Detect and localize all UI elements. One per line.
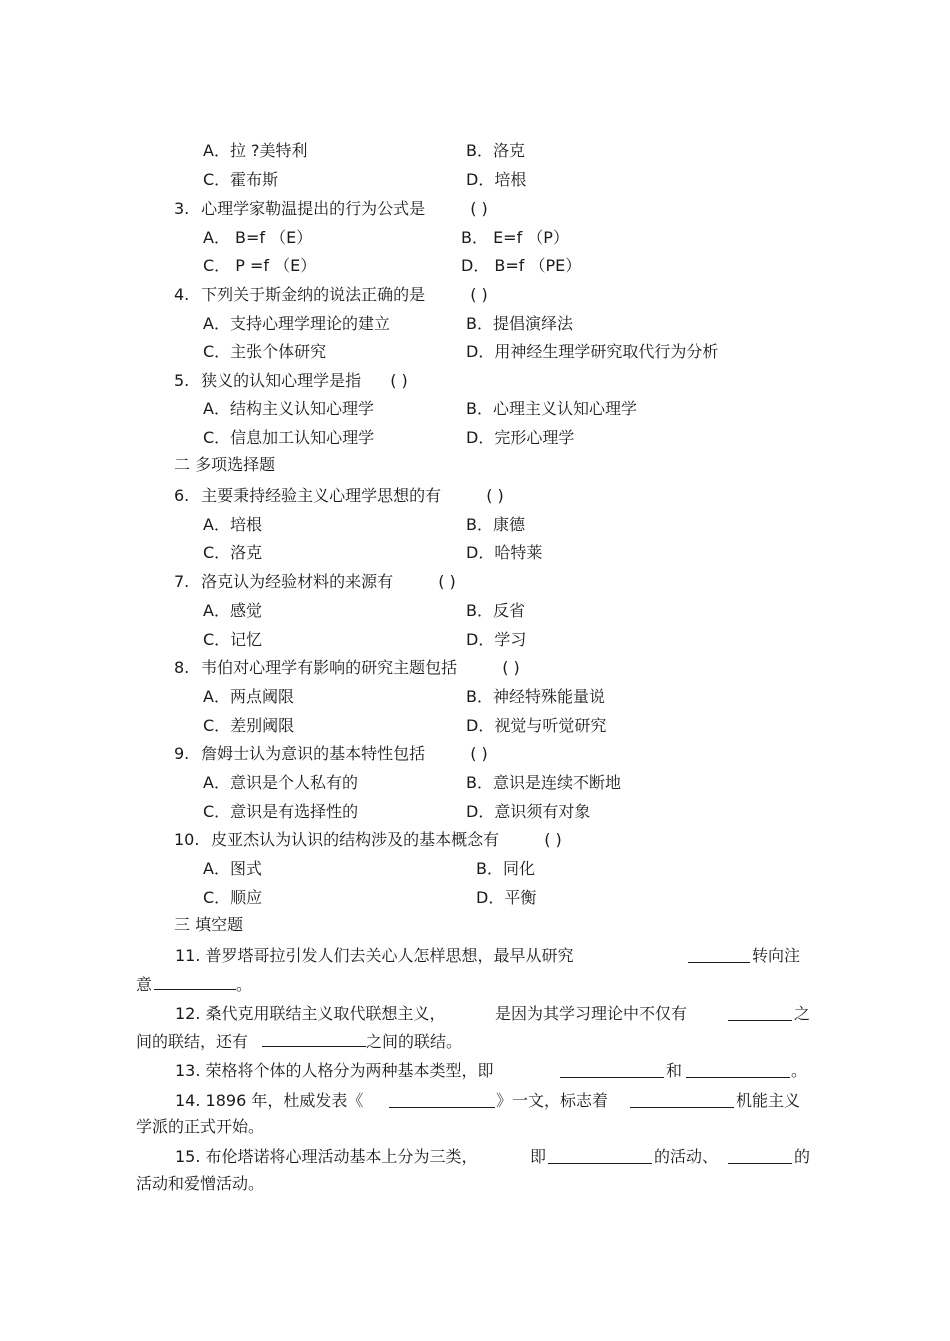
option-c: C．顺应: [203, 888, 263, 907]
option-b: B． E=f （P）: [461, 228, 569, 247]
option-a: A． B=f （E）: [203, 228, 313, 247]
answer-parenthesis: ( ): [438, 572, 456, 591]
question-text: 15. 布伦塔诺将心理活动基本上分为三类，: [175, 1147, 478, 1166]
question-text: 11. 普罗塔哥拉引发人们去关心人怎样思想，最早从研究: [175, 946, 574, 965]
answer-parenthesis: ( ): [470, 285, 488, 304]
question-number: 7.: [174, 572, 190, 591]
question-text: 下列关于斯金纳的说法正确的是: [201, 285, 426, 304]
question-number: 5.: [174, 371, 190, 390]
option-c: C．意识是有选择性的: [203, 802, 359, 821]
question-15: [175, 1147, 478, 1167]
question-text: 主要秉持经验主义心理学思想的有: [201, 486, 442, 505]
question-number: 8.: [174, 658, 190, 677]
question-text-continued: 的: [794, 1147, 811, 1166]
answer-blank[interactable]: [560, 1061, 664, 1078]
option-b: B．神经特殊能量说: [466, 687, 605, 706]
section-heading-fill-in: 三 填空题: [174, 915, 244, 934]
question-15-continued: 活动和爱憎活动。: [136, 1174, 265, 1193]
option-a: A．感觉: [203, 601, 262, 620]
option-c: C．差别阈限: [203, 716, 295, 735]
question-text-continued: 是因为其学习理论中不仅有: [495, 1004, 688, 1023]
question-text: 间的联结，还有: [136, 1032, 249, 1051]
question-5: [174, 371, 408, 391]
option-b: B．心理主义认知心理学: [466, 399, 637, 418]
option-c: C．记忆: [203, 630, 263, 649]
answer-blank[interactable]: [630, 1091, 734, 1108]
question-text-continued: 和: [666, 1061, 683, 1080]
option-a: A．意识是个人私有的: [203, 773, 358, 792]
question-4: [174, 285, 488, 305]
question-text: 14. 1896 年，杜威发表《: [175, 1091, 364, 1110]
question-12-continued: [136, 1030, 462, 1052]
answer-parenthesis: ( ): [470, 744, 488, 763]
option-d: D．哈特莱: [466, 543, 543, 562]
answer-parenthesis: ( ): [502, 658, 520, 677]
question-13: [175, 1061, 494, 1081]
option-d: D．视觉与听觉研究: [466, 716, 607, 735]
option-d: D．学习: [466, 630, 527, 649]
question-10: [174, 830, 562, 850]
option-c: C．信息加工认知心理学: [203, 428, 375, 447]
answer-blank[interactable]: [548, 1147, 652, 1164]
question-3: [174, 199, 488, 219]
question-number: 9.: [174, 744, 190, 763]
answer-blank[interactable]: [154, 973, 236, 990]
question-text: 之间的联结。: [366, 1032, 463, 1051]
answer-parenthesis: ( ): [390, 371, 408, 390]
question-11-continued: [136, 973, 252, 995]
question-text: 詹姆士认为意识的基本特性包括: [201, 744, 426, 763]
question-text: 狭义的认知心理学是指: [201, 371, 362, 390]
question-text-continued: 之: [794, 1004, 811, 1023]
answer-blank[interactable]: [686, 1061, 790, 1078]
option-b: B．洛克: [466, 141, 525, 160]
question-12: [175, 1004, 446, 1024]
question-7: [174, 572, 456, 592]
question-text: 皮亚杰认为认识的结构涉及的基本概念有: [211, 830, 500, 849]
question-8: [174, 658, 520, 678]
answer-parenthesis: ( ): [470, 199, 488, 218]
option-c: C．洛克: [203, 543, 263, 562]
question-text: 意: [136, 975, 153, 994]
question-6: [174, 486, 504, 506]
question-text: 洛克认为经验材料的来源有: [201, 572, 394, 591]
option-c: C．霍布斯: [203, 170, 279, 189]
option-d: D．培根: [466, 170, 527, 189]
answer-blank[interactable]: [728, 1147, 792, 1164]
option-a: A．结构主义认知心理学: [203, 399, 374, 418]
option-b: B．意识是连续不断地: [466, 773, 621, 792]
option-d: D．完形心理学: [466, 428, 575, 447]
question-text: 12. 桑代克用联结主义取代联想主义，: [175, 1004, 446, 1023]
question-number: 10.: [174, 830, 200, 849]
option-d: D．意识须有对象: [466, 802, 591, 821]
option-b: B．康德: [466, 515, 525, 534]
option-b: B．提倡演绎法: [466, 314, 573, 333]
question-14: [175, 1091, 363, 1111]
option-a: A．培根: [203, 515, 262, 534]
option-d: D．用神经生理学研究取代行为分析: [466, 342, 719, 361]
question-9: [174, 744, 488, 764]
option-c: C．主张个体研究: [203, 342, 327, 361]
question-text-continued: 。: [791, 1061, 808, 1080]
question-text: 韦伯对心理学有影响的研究主题包括: [201, 658, 458, 677]
question-14-continued: 学派的正式开始。: [136, 1117, 265, 1136]
question-text: 13. 荣格将个体的人格分为两种基本类型，即: [175, 1061, 494, 1080]
option-a: A．两点阈限: [203, 687, 294, 706]
question-11: [175, 946, 574, 966]
option-d: D． B=f （PE）: [461, 256, 582, 275]
question-text-continued: 转向注: [752, 946, 801, 965]
answer-blank[interactable]: [728, 1004, 792, 1021]
question-text-continued: 即: [530, 1147, 547, 1166]
option-d: D．平衡: [476, 888, 537, 907]
answer-parenthesis: ( ): [544, 830, 562, 849]
question-text: 。: [236, 975, 253, 994]
answer-blank[interactable]: [389, 1091, 495, 1108]
answer-blank[interactable]: [688, 946, 750, 963]
option-b: B．同化: [476, 859, 535, 878]
answer-parenthesis: ( ): [486, 486, 504, 505]
question-text-continued: 》一文，标志着: [496, 1091, 609, 1110]
option-a: A．图式: [203, 859, 262, 878]
question-number: 4.: [174, 285, 190, 304]
question-text-continued: 机能主义: [736, 1091, 801, 1110]
question-text: 心理学家勒温提出的行为公式是: [201, 199, 426, 218]
question-number: 3.: [174, 199, 190, 218]
option-b: B．反省: [466, 601, 525, 620]
option-a: A．支持心理学理论的建立: [203, 314, 390, 333]
option-c: C． P =f （E）: [203, 256, 317, 275]
answer-blank[interactable]: [262, 1030, 366, 1047]
section-heading-multiple-choice: 二 多项选择题: [174, 455, 276, 474]
question-number: 6.: [174, 486, 190, 505]
question-text-continued: 的活动、: [654, 1147, 719, 1166]
option-a: A．拉 ?美特利: [203, 141, 308, 160]
